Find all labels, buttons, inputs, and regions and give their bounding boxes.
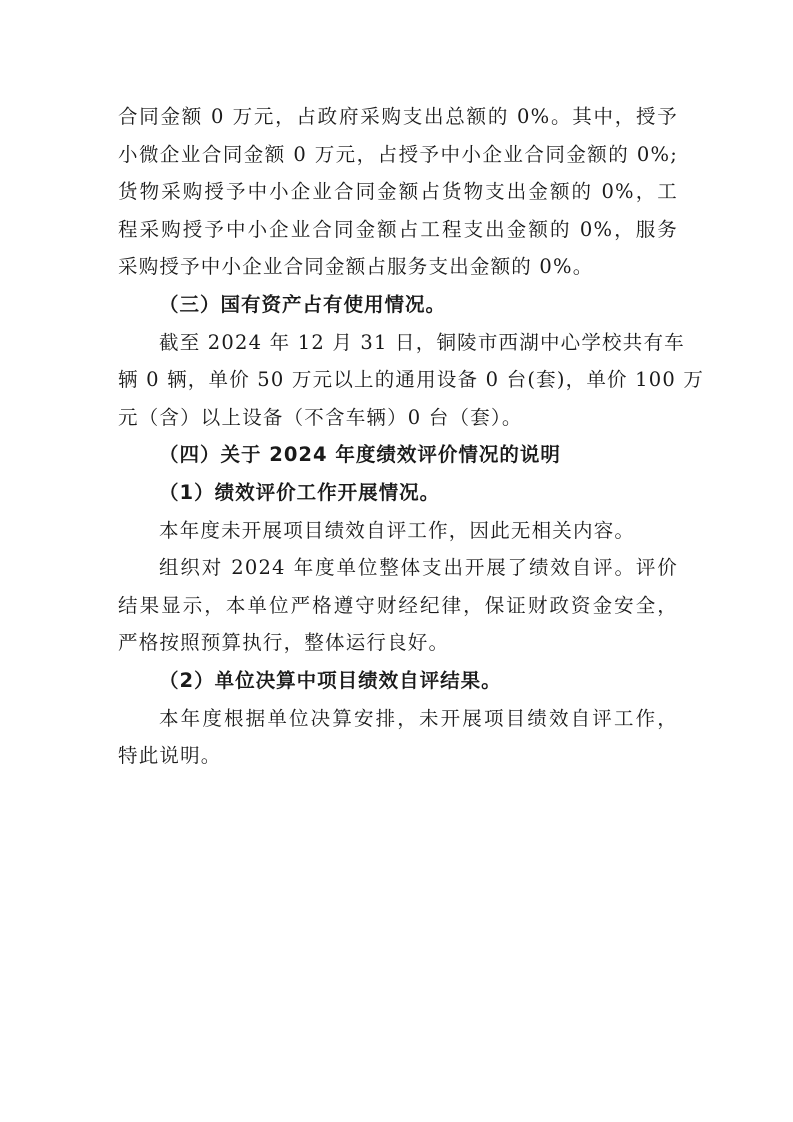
paragraph-line: 小微企业合同金额 0 万元，占授予中小企业合同金额的 0%; bbox=[118, 142, 678, 166]
paragraph-line: 辆 0 辆，单价 50 万元以上的通用设备 0 台(套)，单价 100 万 bbox=[118, 368, 705, 392]
paragraph-line: 合同金额 0 万元，占政府采购支出总额的 0%。其中，授予 bbox=[118, 105, 678, 128]
paragraph-line: 严格按照预算执行，整体运行良好。 bbox=[118, 631, 450, 655]
paragraph-line: 程采购授予中小企业合同金额占工程支出金额的 0%，服务 bbox=[118, 217, 678, 241]
subsection-heading: （2）单位决算中项目绩效自评结果。 bbox=[159, 668, 502, 692]
paragraph-line: 货物采购授予中小企业合同金额占货物支出金额的 0%，工 bbox=[118, 180, 678, 204]
paragraph-line: 结果显示，本单位严格遵守财经纪律，保证财政资金安全， bbox=[118, 593, 678, 617]
paragraph-line: 截至 2024 年 12 月 31 日，铜陵市西湖中心学校共有车 bbox=[159, 330, 685, 354]
section-heading: （三）国有资产占有使用情况。 bbox=[159, 292, 447, 316]
section-heading: （四）关于 2024 年度绩效评价情况的说明 bbox=[159, 443, 561, 467]
paragraph-line: 本年度根据单位决算安排，未开展项目绩效自评工作， bbox=[159, 706, 678, 730]
paragraph-line: 元（含）以上设备（不含车辆）0 台（套）。 bbox=[118, 405, 523, 429]
subsection-heading: （1）绩效评价工作开展情况。 bbox=[159, 480, 441, 504]
paragraph-line: 组织对 2024 年度单位整体支出开展了绩效自评。评价 bbox=[159, 556, 678, 580]
paragraph-line: 特此说明。 bbox=[118, 744, 222, 768]
paragraph-line: 本年度未开展项目绩效自评工作，因此无相关内容。 bbox=[159, 518, 636, 542]
paragraph-line: 采购授予中小企业合同金额占服务支出金额的 0%。 bbox=[118, 255, 594, 279]
document-body bbox=[118, 98, 705, 775]
